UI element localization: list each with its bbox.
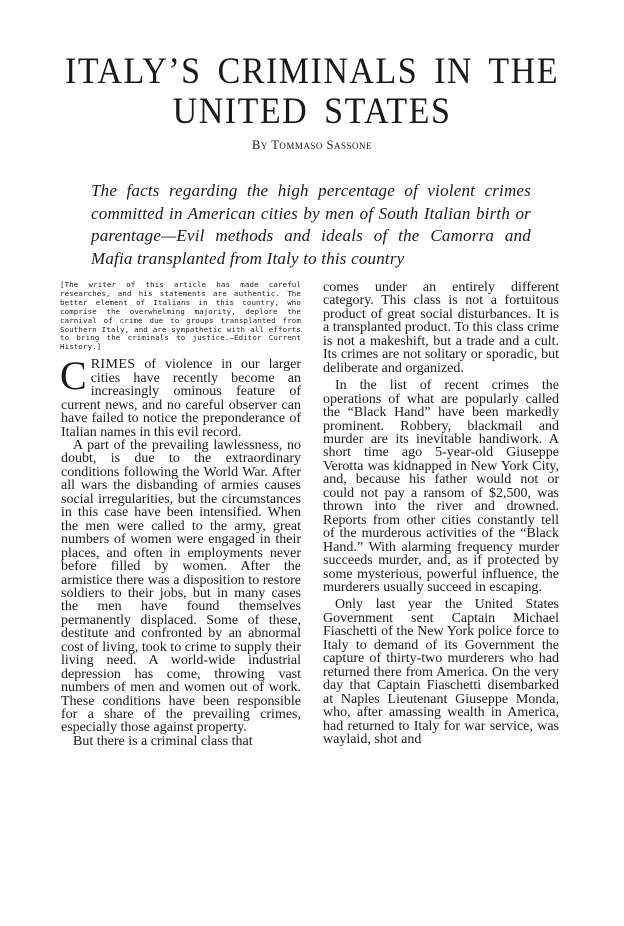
article-title-line-1	[0, 50, 624, 93]
paragraph-3-continued: comes under an entirely different category. This class is not a fortuitous product of great social disturbances. It is a transplanted product. To this class crime is not a makeshift, but a trade and a cult. Its crimes are not solitary or sporadic, but deliberate and organized.	[323, 280, 559, 376]
article-title-line-2	[0, 90, 624, 133]
paragraph-3-start: But there is a criminal class that	[73, 733, 253, 749]
paragraph-1-lead: RIMES	[90, 357, 136, 373]
editor-note: [The writer of this article has made careful researches, and his statements are authentic. The better element of Italians in this country, who comprise the overwhelming majority, deplore the carnival of crime due to groups transplanted from Southern Italy, and are sympathetic with all efforts to bring the criminals to justice.—Editor Current History.]	[60, 280, 301, 352]
title-text-2: UNITED STATES	[172, 91, 452, 132]
paragraph-1-text: of violence in our larger cities have recently become an increasingly ominous feature of current news, and no careful observer can have failed to notice the preponderance of Italian names in this evil record.	[61, 357, 301, 440]
title-text-1: ITALY’S CRIMINALS IN THE	[65, 51, 559, 92]
column-right	[323, 281, 559, 746]
byline: By Tommaso Sassone	[252, 138, 372, 152]
paragraph-2: A part of the prevailing lawlessness, no doubt, is due to the extraordinary conditions following the World War. After all wars the disbanding of armies causes social irregularities, but the circumstances in this case have been intensified. When the men were called to the army, great numbers of women were engaged in their places, and often in employments never before filled by women. After the armistice there was a disposition to restore soldiers to their jobs, but in many cases the men have found themselves permanently displaced. Some of these, destitute and confronted by an abnormal cost of living, took to crime to supply their living need. A world-wide industrial depression has come, throwing vast numbers of men and women out of work. These conditions have been responsible for a share of the prevailing crimes, especially those against property.	[61, 437, 301, 736]
drop-cap: C	[60, 353, 87, 399]
paragraph-1	[60, 353, 301, 440]
paragraph-5: Only last year the United States Government sent Captain Michael Fiaschetti of the New York police force to Italy to demand of its Government the capture of thirty-two murderers who had returned there from America. On the very day that Captain Fiaschetti disembarked at Naples Lieutenant Giuseppe Monda, who, after amassing wealth in America, had returned to Italy for war service, was waylaid, shot and	[323, 597, 559, 747]
deck-subtitle: The facts regarding the high percentage of violent crimes committed in American cities by men of South Italian birth or parentage—Evil methods and ideals of the Camorra and Mafia transplanted from Italy to this country	[91, 181, 531, 268]
paragraph-4: In the list of recent crimes the operations of what are popularly called the “Black Hand” have been markedly prominent. Robbery, blackmail and murder are its inevitable handiwork. A short time ago 5-year-old Giuseppe Verotta was kidnapped in New York City, and, because his father would not or could not pay a ransom of $2,500, was thrown into the river and drowned. Reports from other cities constantly tell of the murderous activities of the “Black Hand.” With alarming frequency murder succeeds murder, and, as if protected by some mysterious, powerful influence, the murderers usually succeed in escaping.	[323, 378, 559, 595]
column-left	[61, 281, 301, 748]
